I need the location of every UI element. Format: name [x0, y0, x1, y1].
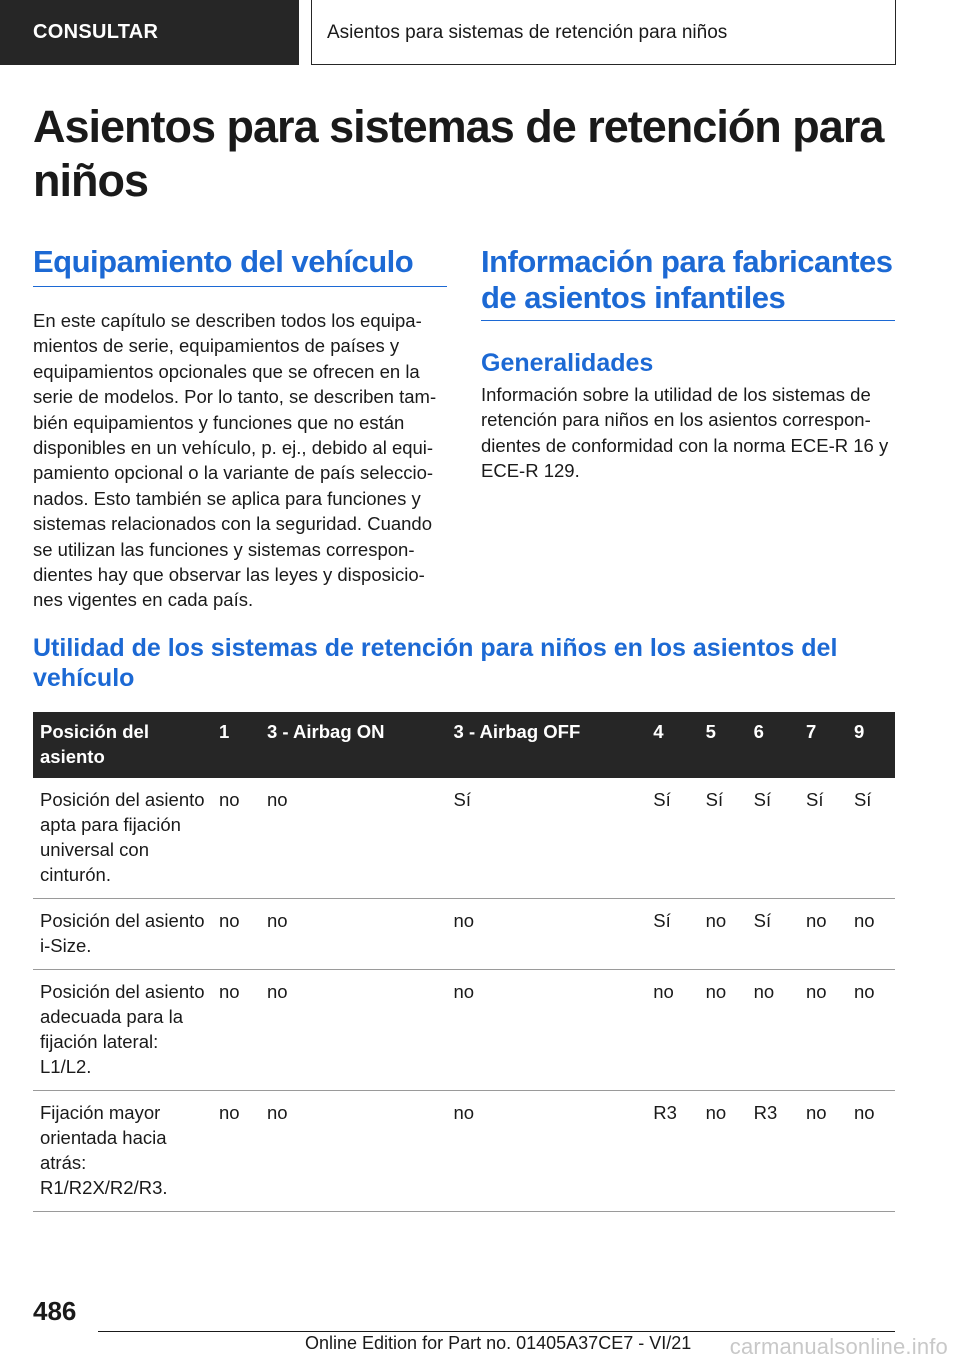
table-cell: Sí	[747, 778, 799, 899]
table-cell: no	[799, 970, 847, 1091]
row-label: Posición del asiento adecuada para la fijación lateral: L1/L2.	[33, 970, 212, 1091]
column-header: Posición del asiento	[33, 712, 212, 778]
column-header: 3 - Airbag ON	[260, 712, 447, 778]
table-cell: Sí	[799, 778, 847, 899]
table-header-row	[33, 712, 895, 778]
table-cell: Sí	[847, 778, 895, 899]
column-header: 1	[212, 712, 260, 778]
table-cell: R3	[646, 1091, 698, 1212]
column-header: 6	[747, 712, 799, 778]
table-cell: no	[646, 970, 698, 1091]
row-label: Posición del asiento apta para fijación universal con cinturón.	[33, 778, 212, 899]
table-cell: no	[212, 1091, 260, 1212]
generalities-subheading: Generalidades	[481, 349, 654, 377]
column-header: 7	[799, 712, 847, 778]
table-cell: no	[699, 899, 747, 970]
table-cell: no	[699, 970, 747, 1091]
table-cell: no	[847, 1091, 895, 1212]
table-cell: no	[260, 970, 447, 1091]
watermark: carmanualsonline.info	[729, 1334, 948, 1359]
seat-suitability-table	[33, 712, 895, 1212]
table-cell: Sí	[699, 778, 747, 899]
table-cell: no	[447, 899, 647, 970]
vehicle-equipment-paragraph: En este capítulo se describen todos los equipamientos de serie, equipamientos de países y equipamientos opcionales que se ofrecen en la serie de modelos. Por lo tanto, se describen también equipamientos y funciones que no están disponibles en un vehículo, p. ej., debido al equipamiento opcional o la variante de país seleccionados. Esto también se aplica para funciones y sistemas relacionados con la seguridad. Cuando se utilizan las funciones y sistemas correspondientes hay que observar las leyes y disposiciones vigentes en cada país.	[33, 310, 437, 611]
footer-divider	[98, 1331, 895, 1332]
table-cell: Sí	[646, 899, 698, 970]
table-cell: Sí	[646, 778, 698, 899]
right-column	[481, 244, 895, 484]
table-cell: no	[212, 899, 260, 970]
left-column	[33, 244, 447, 613]
column-header: 5	[699, 712, 747, 778]
section-tab: CONSULTAR	[0, 0, 299, 65]
row-label: Posición del asiento i-Size.	[33, 899, 212, 970]
table-row	[33, 1091, 895, 1212]
manufacturer-info-heading: Información para fabricantes de asientos infantiles	[481, 244, 895, 321]
table-cell: Sí	[447, 778, 647, 899]
generalities-paragraph: Información sobre la utilidad de los sistemas de retención para niños en los asientos correspondientes de conformidad con la norma ECE-R 16 y ECE-R 129.	[481, 384, 889, 482]
table-cell: no	[260, 899, 447, 970]
edition-footer: Online Edition for Part no. 01405A37CE7 - VI/21	[305, 1333, 692, 1353]
page-number: 486	[33, 1296, 77, 1326]
column-header: 9	[847, 712, 895, 778]
table-cell: no	[447, 1091, 647, 1212]
table-cell: no	[212, 778, 260, 899]
column-header: 4	[646, 712, 698, 778]
vehicle-equipment-heading: Equipamiento del vehículo	[33, 244, 447, 287]
page-title: Asientos para sistemas de retención para niños	[33, 101, 884, 206]
table-cell: no	[260, 778, 447, 899]
table-cell: no	[260, 1091, 447, 1212]
table-cell: no	[799, 1091, 847, 1212]
table-cell: R3	[747, 1091, 799, 1212]
table-cell: no	[212, 970, 260, 1091]
table-cell: no	[847, 970, 895, 1091]
running-title: Asientos para sistemas de retención para niños	[311, 0, 896, 65]
table-row	[33, 970, 895, 1091]
table-cell: no	[699, 1091, 747, 1212]
column-header: 3 - Airbag OFF	[447, 712, 647, 778]
row-label: Fijación mayor orientada hacia atrás: R1/R2X/R2/R3.	[33, 1091, 212, 1212]
table-cell: no	[847, 899, 895, 970]
table-row	[33, 899, 895, 970]
table-cell: no	[447, 970, 647, 1091]
table-row	[33, 778, 895, 899]
table-cell: no	[747, 970, 799, 1091]
table-cell: no	[799, 899, 847, 970]
table-section-title: Utilidad de los sistemas de retención para niños en los asientos del vehículo	[33, 634, 838, 692]
table-cell: Sí	[747, 899, 799, 970]
